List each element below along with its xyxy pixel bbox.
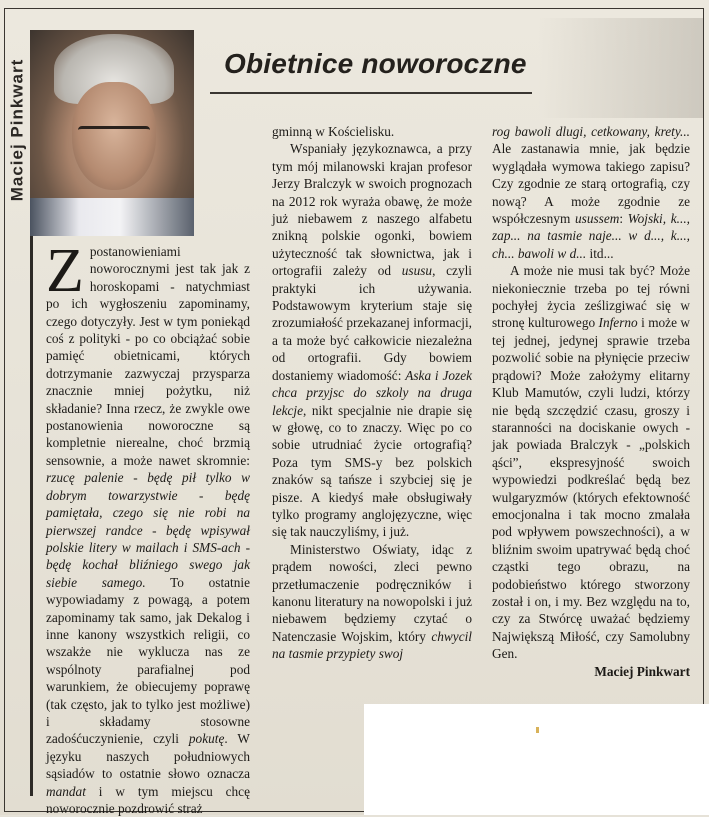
italic-run: chwycil na tasmie przypiety swoj [272,628,472,662]
text-run: Ale zastanawia mnie, jak będzie wyglądała wymowa takiego zapisu? Czy zgodnie ze starą ortografią, czy nową? A może zgodnie ze współczesnym [492,141,690,227]
text-run: , nikt specjalnie nie drapie się w głowę, co to znaczy. Więc po co sobie utrudniać życie ortografią? Poza tym SMS-y bez polskich znaków są tańsze i szybciej się je pisze. A kiedyś małe obsługiwały tylko programy anglojęzyczne, więc się tak nauczyliśmy, i już. [272,402,472,540]
text-run: itd... [586,245,614,261]
text-run: , czyli praktyki ich używania. Podstawowym kryterium staje się zrozumiałość przekazanej informacji, a ta może być całkowicie niezależna od ortografii. Gdy bowiem dostaniemy wiadomość: [272,263,472,383]
italic-run: Aska i Jozek chca przyjsc do szkoly na druga lekcje [272,367,472,418]
author-vertical-text: Maciej Pinkwart [7,58,26,202]
title-underline [210,92,532,94]
text-run: : [619,211,628,227]
col3-paragraph-1 [492,123,690,262]
text-run: Wspaniały językoznawca, a przy tym mój milanowski krajan profesor Jerzy Bralczyk w swoich prognozach na 2012 rok wyraża obawę, że może już niebawem z naszego alfabetu znikną polskie ogonki, bowiem użyteczność tak słownictwa, jak i ortografii zależy od [272,141,472,279]
col2-paragraph-2 [272,140,472,540]
photo-collar [30,198,194,236]
text-run: Ministerstwo Oświaty, idąc z prądem nowości, zleci pewno przetłumaczenie podręczników i kanonu literatury na nowopolski i już niebawem będziemy czytać o Natenczasie Wojskim, który [272,541,472,644]
text-run: . W języku naszych południowych sąsiadów to ostatnie słowo oznacza [46,731,250,782]
italic-run: Inferno [598,315,638,331]
scan-speck [536,727,539,733]
article-title: Obietnice noworoczne [224,48,527,79]
italic-run: rzucę palenie - będę pił tylko w dobrym towarzystwie - będę pamiętała, czego się nie robi na pierwszej randce - będę wpisywał polskie litery w mailach i SMS-ach - będę kochał bliźniego swego jak siebie samego. [46,470,250,590]
text-run: i w tym miejscu chcę noworocznie pozdrowić straż [46,783,250,816]
italic-run: ususu [401,263,433,279]
col1-paragraph-1 [46,237,250,817]
text-run: i może w tej jednej, jedynej sprawie trzeba pozwolić sobie na płynięcie przeciw prądowi? Może założymy elitarny Klub Mamutów, czyli ludzi, którzy nie będą szczędzić czasu, groszy i staranności na dociskanie owych - jak powiada Bralczyk - „polskich ąści”, ekspresyjność swoich wypowiedzi podkreślać będą bez wulgaryzmów (których efektowność emocjonalna i tak mocno zmalała pod wpływem powszechności), a w bliźnim swoim upatrywać będą choć cząstki tego obrazu, na podobieństwo którego stworzony został i on, i my. Bez względu na to, czy za Stwórcę uważać będziemy Największą Miłość, czy Samolubny Gen. [492,315,690,662]
italic-run: mandat [46,783,86,799]
author-vertical-byline [4,30,30,230]
text-run: A może nie musi tak być? Może niekoniecznie trzeba po tej równi pochyłej życia ześlizgiwać się w stronę kulturowego [492,263,690,331]
author-signature: Maciej Pinkwart [594,663,690,679]
col2-paragraph-1 [272,123,472,140]
author-photo [30,30,194,236]
column-1 [46,237,250,817]
text-run: gminną w Kościelisku. [272,124,395,139]
photo-glasses [78,126,150,145]
text-run: postanowieniami noworocznymi jest tak jak z horoskopami - natychmiast po ich wygłoszeniu zapominamy, czego dotyczyły. Jest w tym poniekąd coś z polityki - po co obciążać sobie pamięć obietnicami, których dotrzymanie zazwyczaj przysparza znacznie mniej pożytku, niż składanie? Inna rzecz, że zwykle owe postanowienia noworoczne są kompletnie nierealne, choć brzmią sensownie, a może nawet skromnie: [46,244,250,468]
text-run: To ostatnie wypowiadamy z powagą, a potem zapominamy tak samo, jak Dekalog i inne kanony wszystkich religii, co wszakże nie wyklucza nas ze wspólnoty parafialnej pod warunkiem, że obiecujemy poprawę (tak często, jak to tylko jest możliwe) i składamy stosowne zadośćuczynienie, czyli [46,574,250,747]
column-3 [492,123,690,680]
italic-run: rog bawoli dlugi, cetkowany, krety... [492,124,690,139]
italic-run: usussem [575,211,620,227]
left-column-rule [30,236,33,796]
col3-paragraph-2 [492,262,690,662]
col2-paragraph-3 [272,541,472,663]
column-2 [272,123,472,663]
italic-run: Wojski, k..., zap... na tasmie naje... w d..., k..., ch... bawoli w d... [492,211,690,261]
italic-run: pokutę [188,731,225,747]
blank-scan-area [364,704,709,815]
drop-cap: Z [46,237,84,305]
